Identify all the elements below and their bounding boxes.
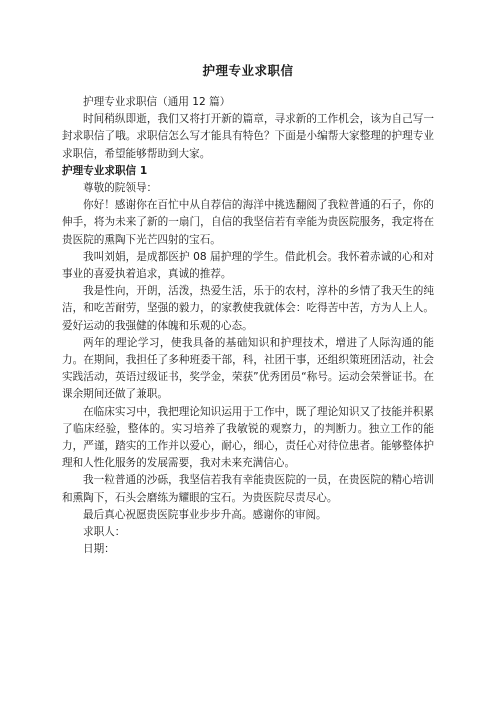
salutation: 尊敬的院领导： [83,182,158,195]
body-paragraph: 我叫刘娟，是成都医护 08 届护理的学生。借此机会。我怀着赤诚的心和对事业的喜爱执着追求，真诚的推荐。 [62,250,434,281]
body-paragraph: 最后真心祝愿贵医院事业步步升高。感谢你的审阅。 [83,508,327,521]
signoff-name: 求职人： [83,526,126,539]
body-paragraph: 两年的理论学习，使我具备的基础知识和护理技术，增进了人际沟通的能力。在期间，我担任了多种班委干部，科，社团干事，还组织策班团活动，社会实践活动，英语过级证书，奖学金，荣获”优秀团员“称号。运动会荣誉证书。在课余期间还做了兼职。 [62,336,434,401]
body-paragraph: 你好！感谢你在百忙中从自荐信的海洋中挑选翻阅了我粒普通的石子，你的伸手，将为未来了新的一扇门，自信的我坚信若有幸能为贵医院服务，我定将在贵医院的熏陶下光芒四射的宝石。 [62,199,434,246]
document-subtitle: 护理专业求职信（通用 12 篇） [83,96,231,108]
body-paragraph: 在临床实习中，我把理论知识运用于工作中，既了理论知识又了技能并积累了临床经验，整体的。实习培养了我敏锐的观察力，的判断力。独立工作的能力，严谨，踏实的工作并以爱心，耐心，细心，责任心对待位患者。能够整体护理和人性化服务的发展需要，我对未来充满信心。 [62,405,434,470]
body-paragraph: 我一粒普通的沙砾，我坚信若我有幸能贵医院的一员，在贵医院的精心培训和熏陶下，石头会磨练为耀眼的宝石。为贵医院尽责尽心。 [62,474,434,504]
section-heading: 护理专业求职信 1 [62,164,148,177]
intro-paragraph: 时间稍纵即逝，我们又将打开新的篇章，寻求新的工作机会，该为自己写一封求职信了哦。求职信怎么写才能具有特色？下面是小编帮大家整理的护理专业求职信，希望能够帮助到大家。 [62,113,434,160]
document-title: 护理专业求职信 [202,63,294,78]
signoff-date: 日期： [83,543,115,556]
body-paragraph: 我是性向，开朗，活泼，热爱生活，乐于的农村，淳朴的乡情了我天生的纯洁，和吃苦耐劳，坚强的毅力，的家教使我就体会：吃得苦中苦，方为人上人。爱好运动的我强健的体魄和乐观的心态。 [62,285,434,332]
